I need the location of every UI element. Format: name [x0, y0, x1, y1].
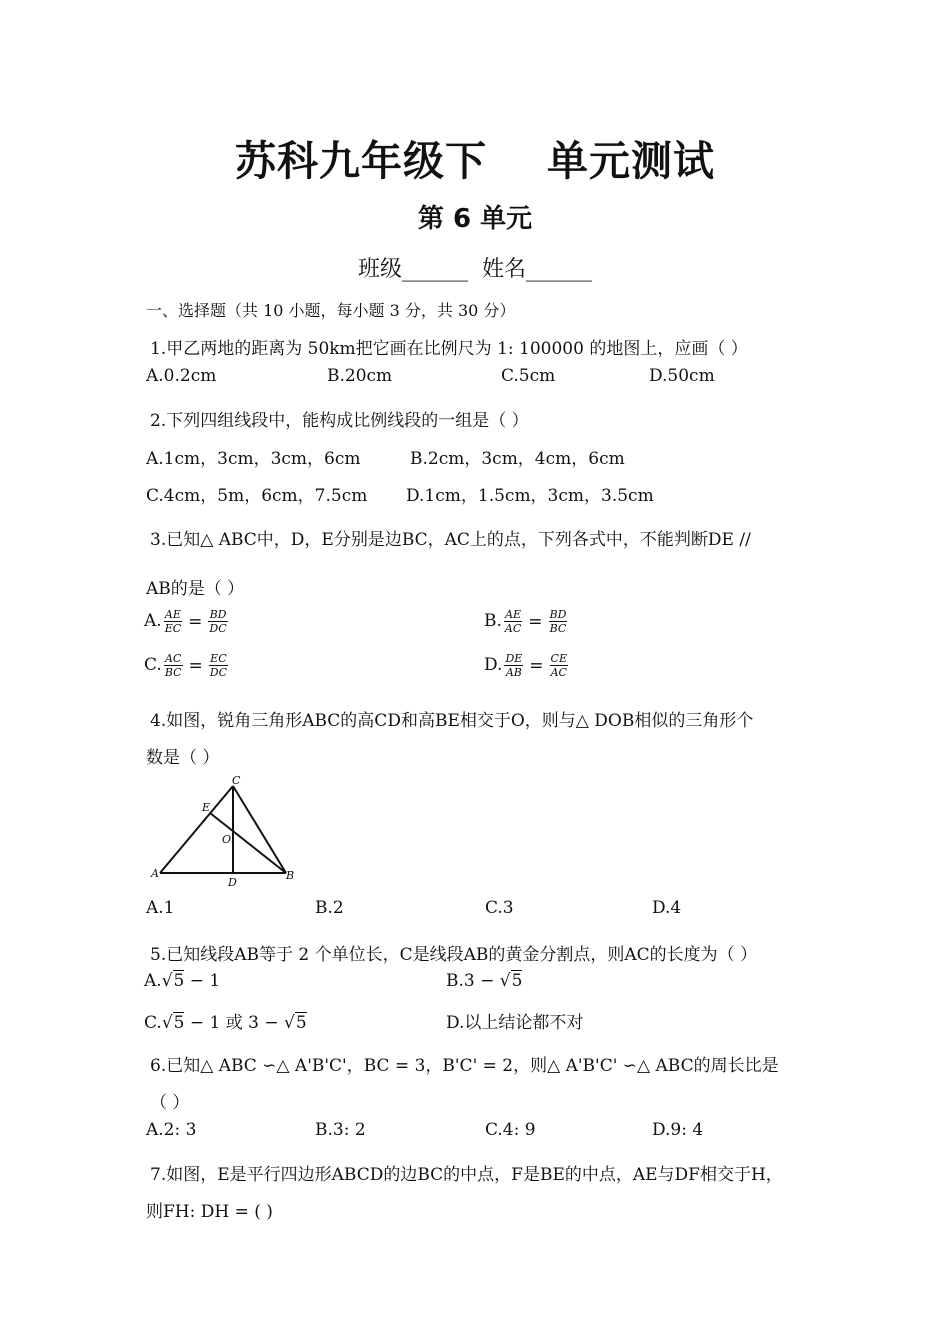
title-sub: 单元测试 [547, 137, 715, 185]
q1-option-a: A.0.2cm [146, 366, 217, 386]
q3-option-b [484, 608, 569, 635]
numerator: BD [209, 608, 227, 621]
triangle-figure [144, 772, 304, 888]
question-3-text-line1: 3.已知△ ABC中，D，E分别是边BC，AC上的点，下列各式中，不能判断DE // [150, 530, 751, 550]
section-heading: 一、选择题（共 10 小题，每小题 3 分，共 30 分） [146, 301, 516, 320]
fraction [208, 608, 227, 635]
unit-subtitle: 第 6 单元 [417, 204, 533, 234]
q3-option-a-letter: A. [144, 611, 162, 631]
radicand: 5 [511, 971, 523, 991]
q5-option-a-letter: A. [144, 971, 162, 991]
radicand: 5 [173, 971, 185, 991]
q1-option-c: C.5cm [501, 366, 556, 386]
question-5-text: 5.已知线段AB等于 2 个单位长，C是线段AB的黄金分割点，则AC的长度为（ ） [150, 945, 758, 965]
q4-option-c: C.3 [485, 898, 514, 918]
question-7-text-line2: 则FH: DH = ( ) [146, 1202, 273, 1222]
q3-option-a [144, 608, 230, 635]
q5-option-a-tail: − 1 [184, 971, 221, 991]
class-field: 班级______ [357, 257, 468, 282]
equals-sign: = [529, 655, 544, 676]
denominator: DC [209, 666, 228, 679]
denominator: EC [164, 622, 182, 635]
q3-option-b-letter: B. [484, 611, 502, 631]
q4-option-b: B.2 [315, 898, 344, 918]
fraction [164, 608, 182, 635]
equals-sign: = [528, 611, 543, 632]
q2-option-d: D.1cm，1.5cm，3cm，3.5cm [406, 486, 654, 506]
equals-sign: = [188, 611, 203, 632]
q5-option-b: B.3 − √5 [446, 971, 523, 991]
q2-option-b: B.2cm，3cm，4cm，6cm [410, 449, 625, 469]
q6-option-d: D.9: 4 [652, 1120, 704, 1140]
q3-option-d [484, 652, 570, 679]
equals-sign: = [188, 655, 203, 676]
fraction [550, 652, 568, 679]
denominator: DC [209, 622, 227, 635]
fraction [549, 608, 568, 635]
side-ac [160, 786, 233, 873]
q5-option-c-mid: − 1 或 3 − [184, 1013, 285, 1033]
q1-option-d: D.50cm [649, 366, 715, 386]
question-6-text-line1: 6.已知△ ABC ∽△ A'B'C'，BC = 3，B'C' = 2，则△ A'B'C' ∽△ ABC的周长比是 [150, 1056, 779, 1076]
q3-option-c-letter: C. [144, 655, 162, 675]
numerator: CE [550, 652, 567, 665]
q5-option-d: D.以上结论都不对 [446, 1013, 584, 1033]
fraction [504, 608, 522, 635]
denominator: AB [505, 666, 522, 679]
label-d: D [228, 876, 237, 888]
q6-option-c: C.4: 9 [485, 1120, 536, 1140]
denominator: AC [504, 622, 522, 635]
q4-option-a: A.1 [146, 898, 175, 918]
q4-option-d: D.4 [652, 898, 682, 918]
numerator: DE [505, 652, 523, 665]
label-e: E [202, 801, 211, 814]
denominator: BC [164, 666, 182, 679]
fraction [504, 652, 523, 679]
numerator: EC [210, 652, 227, 665]
q1-option-b: B.20cm [327, 366, 393, 386]
question-4-text-line1: 4.如图，锐角三角形ABC的高CD和高BE相交于O，则与△ DOB相似的三角形个 [150, 711, 754, 731]
q5-option-a: A.√5 − 1 [144, 971, 221, 991]
question-1-text: 1.甲乙两地的距离为 50km把它画在比例尺为 1: 100000 的地图上，应画（ ） [150, 339, 748, 359]
numerator: AC [164, 652, 182, 665]
label-b: B [286, 869, 295, 882]
question-2-text: 2.下列四组线段中，能构成比例线段的一组是（ ） [150, 411, 529, 431]
q3-option-c [144, 652, 230, 679]
q6-option-b: B.3: 2 [315, 1120, 366, 1140]
student-info-line [0, 252, 950, 283]
label-c: C [232, 774, 241, 787]
name-field: 姓名______ [482, 257, 593, 282]
denominator: AC [550, 666, 567, 679]
q2-option-a: A.1cm，3cm，3cm，6cm [146, 449, 361, 469]
question-7-text-line1: 7.如图，E是平行四边形ABCD的边BC的中点，F是BE的中点，AE与DF相交于H， [150, 1165, 783, 1185]
numerator: BD [549, 608, 567, 621]
q3-option-d-letter: D. [484, 655, 503, 675]
label-o: O [222, 833, 232, 846]
title-main: 苏科九年级下 [235, 137, 487, 185]
fraction [164, 652, 183, 679]
side-bc [233, 786, 286, 873]
numerator: AE [505, 608, 522, 621]
label-a: A [151, 867, 159, 880]
q5-option-c: C.√5 − 1 或 3 − √5 [144, 1013, 307, 1033]
q5-option-c-letter: C. [144, 1013, 162, 1033]
fraction [209, 652, 228, 679]
radicand: 5 [295, 1013, 307, 1033]
q2-option-c: C.4cm，5m，6cm，7.5cm [146, 486, 368, 506]
page-title [0, 128, 950, 187]
question-3-text-line2: AB的是（ ） [146, 579, 245, 599]
q6-option-a: A.2: 3 [146, 1120, 197, 1140]
q5-option-b-lead: B.3 − [446, 971, 500, 991]
denominator: BC [549, 622, 567, 635]
radicand: 5 [173, 1013, 185, 1033]
question-6-text-line2: （ ） [150, 1093, 190, 1113]
numerator: AE [164, 608, 181, 621]
question-4-text-line2: 数是（ ） [146, 748, 220, 768]
